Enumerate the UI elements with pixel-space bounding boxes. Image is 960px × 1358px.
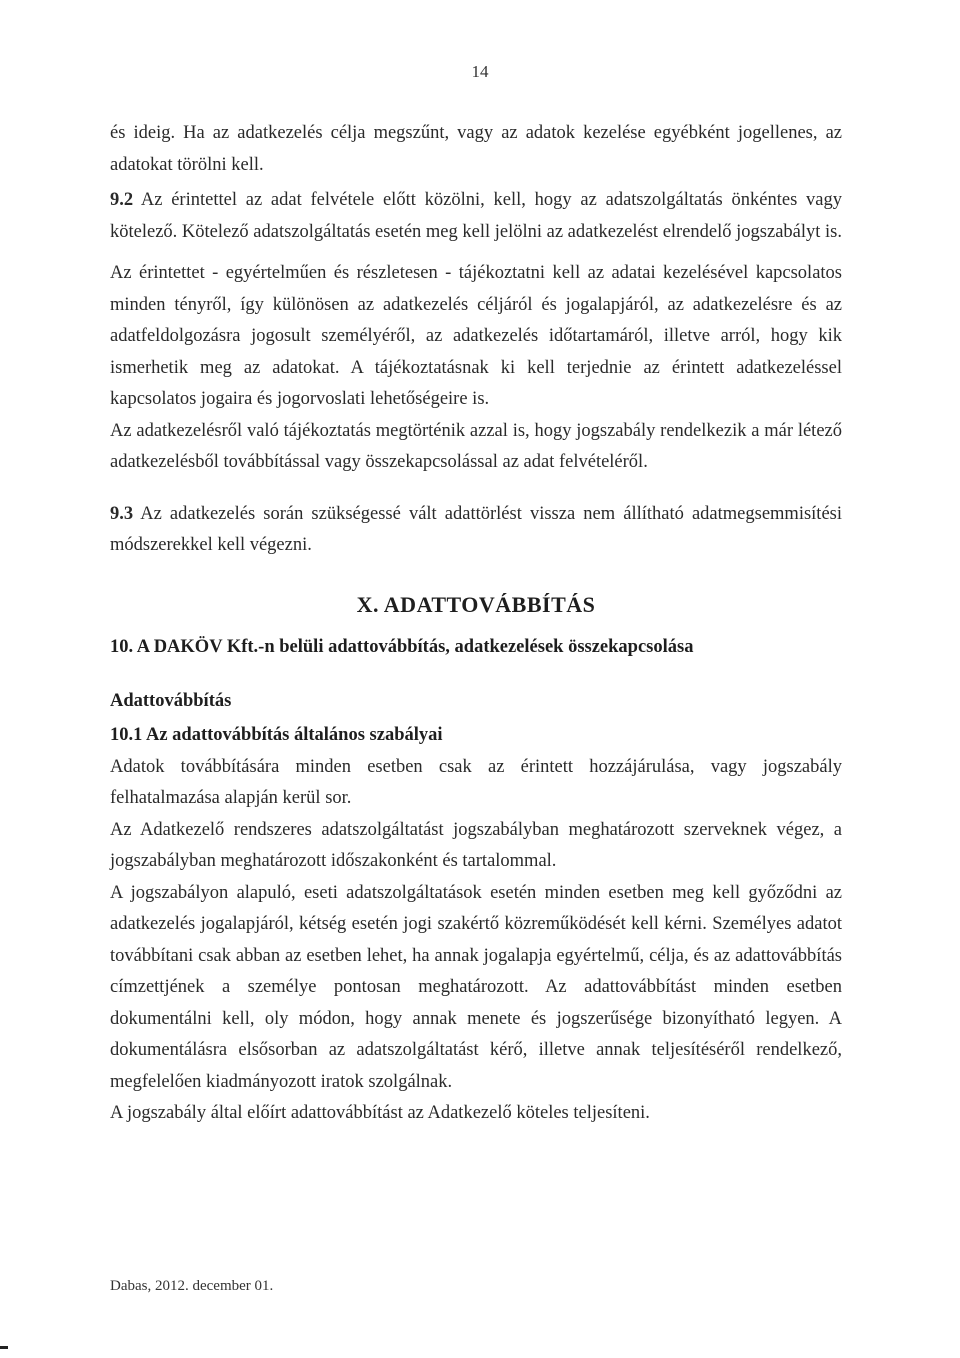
page-number: 14 [471,62,489,81]
paragraph-regular-supply: Az Adatkezelő rendszeres adatszolgáltatást jogszabályban meghatározott szerveknek végez, a jogszabályban meghatározott időszakonként és tartalommal. [110,819,842,871]
section-9-3 [110,499,842,562]
scan-mark [0,1346,8,1349]
paragraph-information-duty: Az érintettet - egyértelműen és részletesen - tájékoztatni kell az adatai kezelésével kapcsolatos minden tényről, így különösen az adatkezelés céljáról és jogalapjáról, az adatkezelésre és az adatfeldolgozásra jogosult személyéről, az adatkezelés időtartamáról, illetve arról, hogy kik ismerhetik meg az adatokat. A tájékoztatásnak ki kell terjednie az érintett adatkezeléssel kapcsolatos jogaira és jogorvoslati lehetőségeire is. [110,263,842,409]
section-text: Az adatkezelés során szükségessé vált adattörlést vissza nem állítható adatmegsemmisítési módszerekkel kell végezni. [110,503,842,555]
paragraph-continuation: és ideig. Ha az adatkezelés célja megszűnt, vagy az adatok kezelése egyébként jogellenes, az adatokat törölni kell. [110,123,842,175]
chapter-title: X. ADATTOVÁBBÍTÁS [356,591,596,617]
paragraph-transfer-basis: Adatok továbbítására minden esetben csak az érintett hozzájárulása, vagy jogszabály felhatalmazása alapján kerül sor. [110,756,842,808]
paragraph-ad-hoc-supply: A jogszabályon alapuló, eseti adatszolgáltatások esetén minden esetben meg kell győződni az adatkezelés jogalapjáról, kétség esetén jogi szakértő közreműködését kell kérni. Személyes adatot továbbítani csak abban az esetben lehet, ha annak jogalapja egyértelmű, célja, és az adattovábbítás címzettjének a személye pontosan meghatározott. Az adattovábbítást minden esetben dokumentálni kell, oly módon, hogy annak menete és jogszerűsége bizonyítható legyen. A dokumentálásra elsősorban az adatszolgáltatást kérő, illetve annak teljesítéséről rendelkező, megfelelően kiadmányozott iratok szolgálnak. [110,882,842,1092]
paragraph-information-law: Az adatkezelésről való tájékoztatás megtörténik azzal is, hogy jogszabály rendelkezik a már létező adatkezelésből továbbítással vagy összekapcsolással az adat felvételéről. [110,420,842,472]
section-10-title: 10. A DAKÖV Kft.-n belüli adattovábbítás, adatkezelések összekapcsolása [110,636,694,657]
section-10-1-title: 10.1 Az adattovábbítás általános szabályai [110,724,443,745]
section-text: Az érintettel az adat felvétele előtt közölni, kell, hogy az adatszolgáltatás önkéntes vagy kötelező. Kötelező adatszolgáltatás esetén meg kell jelölni az adatkezelést elrendelő jogszabályt is. [110,190,842,242]
paragraph-obligation: A jogszabály által előírt adattovábbítást az Adatkezelő köteles teljesíteni. [110,1103,650,1123]
footer-date: Dabas, 2012. december 01. [110,1278,274,1294]
section-number: 9.2 [110,190,134,210]
section-9-2 [110,185,842,248]
document-body [110,118,842,1130]
section-number: 9.3 [110,503,134,524]
subheading: Adattovábbítás [110,690,232,711]
